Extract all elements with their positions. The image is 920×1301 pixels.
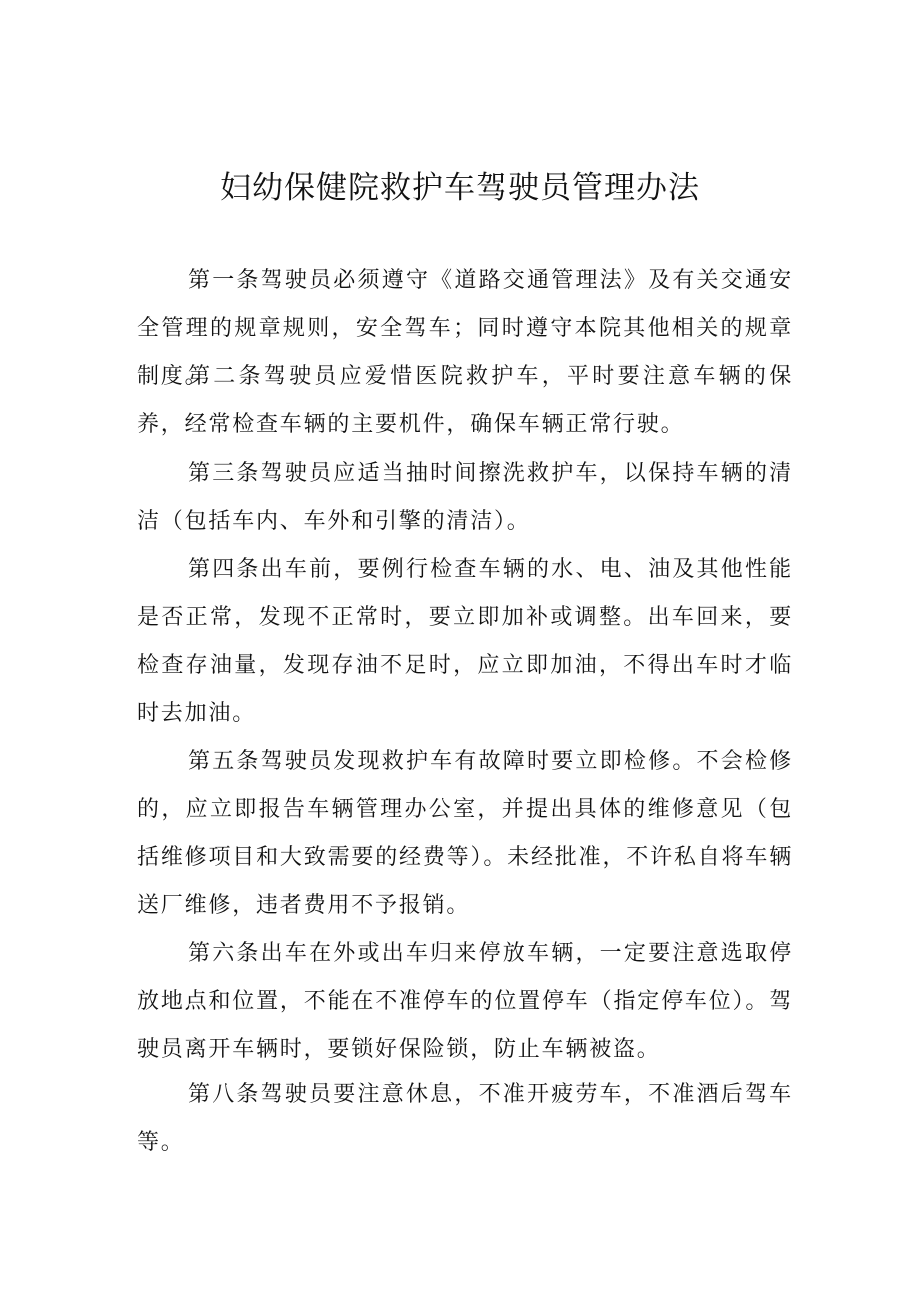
- article-6: 第六条出车在外或出车归来停放车辆，一定要注意选取停放地点和位置，不能在不准停车的位置停车（指定停车位）。驾驶员离开车辆时，要锁好保险锁，防止车辆被盗。: [137, 941, 793, 1062]
- document-title: 妇幼保健院救护车驾驶员管理办法: [220, 170, 700, 206]
- article-1: 第一条驾驶员必须遵守《道路交通管理法》及有关交通安全管理的规章规则，安全驾车；同时遵守本院其他相关的规章制度。: [137, 268, 793, 389]
- article-8: 第八条驾驶员要注意休息，不准开疲劳车，不准酒后驾车等。: [137, 1082, 793, 1155]
- article-3: 第三条驾驶员应适当抽时间擦洗救护车，以保持车辆的清洁（包括车内、车外和引擎的清洁）。: [137, 461, 793, 534]
- article-5: 第五条驾驶员发现救护车有故障时要立即检修。不会检修的，应立即报告车辆管理办公室，并提出具体的维修意见（包括维修项目和大致需要的经费等）。未经批准，不许私自将车辆送厂维修，违者费用不予报销。: [137, 749, 793, 918]
- article-2: 第二条驾驶员应爱惜医院救护车，平时要注意车辆的保养，经常检查车辆的主要机件，确保车辆正常行驶。: [137, 364, 793, 437]
- article-4: 第四条出车前，要例行检查车辆的水、电、油及其他性能是否正常，发现不正常时，要立即加补或调整。出车回来，要检查存油量，发现存油不足时，应立即加油，不得出车时才临时去加油。: [137, 557, 793, 726]
